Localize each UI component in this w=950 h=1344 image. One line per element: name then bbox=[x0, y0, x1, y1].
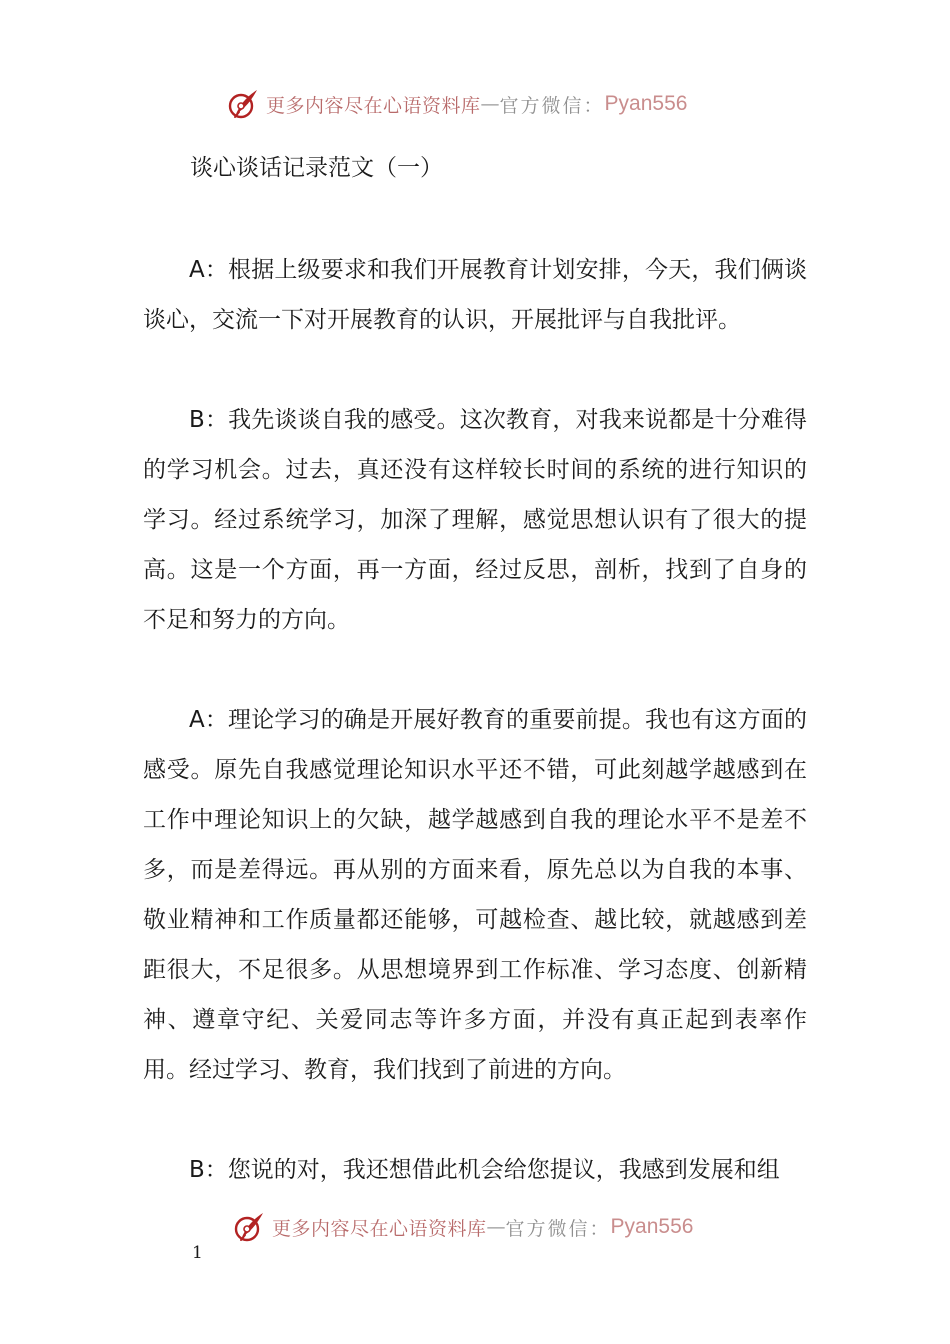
watermark-brand-text: 更多内容尽在心语资料库 bbox=[272, 1217, 487, 1240]
watermark-wechat-id: Pyan556 bbox=[610, 1215, 694, 1238]
dialogue-paragraph: A：理论学习的确是开展好教育的重要前提。我也有这方面的感受。原先自我感觉理论知识水平还不错，可此刻越学越感到在工作中理论知识上的欠缺，越学越感到自我的理论水平不是差不多，而是差得远。再从别的方面来看，原先总以为自我的本事、敬业精神和工作质量都还能够，可越检查、越比较，就越感到差距很大，不足很多。从思想境界到工作标准、学习态度、创新精神、遵章守纪、关爱同志等许多方面，并没有真正起到表率作用。经过学习、教育，我们找到了前进的方向。 bbox=[143, 707, 807, 1083]
header-watermark bbox=[226, 86, 687, 122]
footer-watermark bbox=[232, 1209, 693, 1245]
document-body bbox=[143, 245, 807, 1245]
dialogue-paragraph: B：我先谈谈自我的感受。这次教育，对我来说都是十分难得的学习机会。过去，真还没有这样较长时间的系统的进行知识的学习。经过系统学习，加深了理解，感觉思想认识有了很大的提高。这是一个方面，再一方面，经过反思，剖析，找到了自身的不足和努力的方向。 bbox=[143, 407, 807, 633]
page-number: 1 bbox=[192, 1243, 203, 1263]
watermark-dash: — bbox=[480, 93, 500, 115]
watermark-brand-text: 更多内容尽在心语资料库 bbox=[266, 94, 481, 117]
watermark-official-label: 官方微信： bbox=[505, 1217, 611, 1240]
dialogue-paragraph: B：您说的对，我还想借此机会给您提议，我感到发展和组 bbox=[189, 1157, 780, 1183]
dialogue-paragraph: A：根据上级要求和我们开展教育计划安排，今天，我们俩谈谈心，交流一下对开展教育的认识，开展批评与自我批评。 bbox=[143, 257, 807, 333]
quill-pen-logo-icon bbox=[232, 1210, 266, 1244]
quill-pen-logo-icon bbox=[226, 87, 260, 121]
watermark-official-label: 官方微信： bbox=[499, 94, 605, 117]
watermark-dash: — bbox=[486, 1216, 506, 1238]
document-title: 谈心谈话记录范文（一） bbox=[190, 155, 443, 181]
watermark-wechat-id: Pyan556 bbox=[604, 92, 688, 115]
